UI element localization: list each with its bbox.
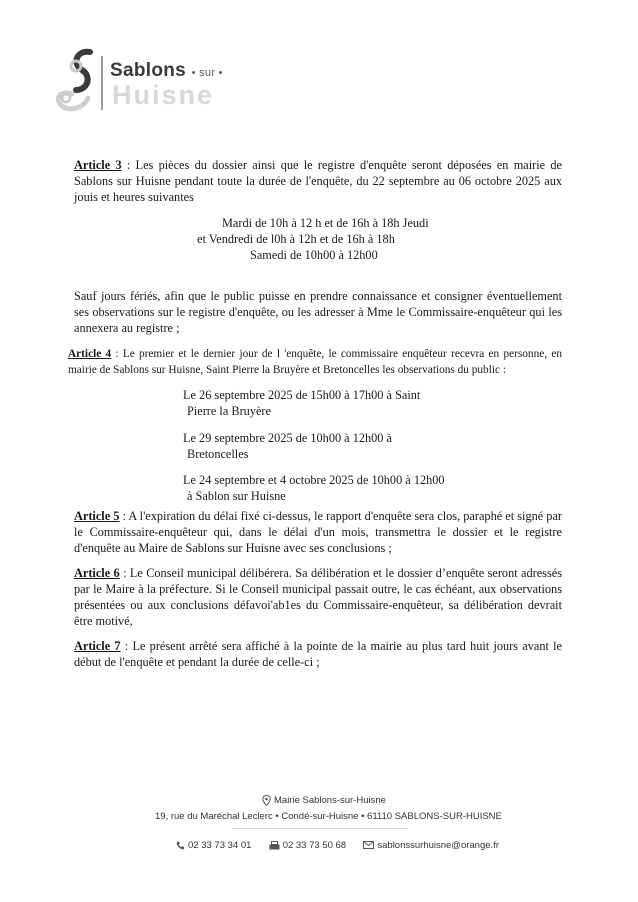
article-4-text: : Le premier et le dernier jour de l 'enquête, le commissaire enquêteur recevra en personne, en mairie de Sablons sur Huisne, Saint Pierre la Bruyère et Bretoncelles les observations du public :	[68, 348, 562, 376]
footer-divider	[232, 828, 408, 829]
article-5-label: Article 5	[74, 509, 120, 523]
article-6-label: Article 6	[74, 566, 120, 580]
footer-contacts	[176, 840, 499, 851]
session-3-line-1: Le 24 septembre et 4 octobre 2025 de 10h00 à 12h00	[183, 473, 445, 487]
footer-email: sablonssurhuisne@orange.fr	[377, 840, 499, 851]
hours-line-3: Samedi de 10h00 à 12h00	[250, 248, 378, 262]
footer-fax: 02 33 73 50 68	[282, 840, 347, 851]
logo-word-sur: sur	[199, 67, 216, 79]
session-3	[183, 472, 445, 504]
session-2	[183, 430, 392, 462]
article-5	[74, 508, 562, 556]
hours-line-1: Mardi de 10h à 12 h et de 16h à 18h Jeudi	[222, 216, 429, 230]
logo-title: Sablons • sur •	[110, 60, 223, 81]
session-1-line-2: Pierre la Bruyère	[187, 404, 271, 418]
session-2-line-1: Le 29 septembre 2025 de 10h00 à 12h00 à	[183, 431, 392, 445]
article-7-label: Article 7	[74, 639, 121, 653]
footer-phone: 02 33 73 34 01	[188, 840, 252, 851]
article-3-text: : Les pièces du dossier ainsi que le registre d'enquête seront déposées en mairie de Sablons sur Huisne pendant toute la durée de l'enquête, du 22 septembre au 06 octobre 2025 aux jouis et heures suivantes	[74, 158, 562, 204]
article-3-label: Article 3	[74, 158, 122, 172]
article-7-text: : Le présent arrêté sera affiché à la pointe de la mairie au plus tard huit jours avant le début de l'enquête et pendant la durée de celle-ci ;	[74, 639, 563, 669]
hours-line-2: et Vendredi de l0h à 12h et de 16h à 18h	[197, 232, 395, 246]
fax-icon	[269, 841, 280, 850]
footer-mairie-name: Mairie Sablons-sur-Huisne	[274, 795, 386, 807]
article-3	[74, 157, 562, 205]
location-pin-icon	[262, 795, 271, 806]
session-3-line-2: à Sablon sur Huisne	[187, 489, 286, 503]
article-6	[74, 565, 562, 629]
article-6-text: : Le Conseil municipal délibérera. Sa délibération et le dossier d’enquête seront adressés par le Maire à la préfecture. Si le Conseil municipal passait outre, le cas échéant, aux observations présentées ou aux conclusions défavoi'ab1es du Commissaire-enquêteur, sa délibération devrait être motivé,	[74, 566, 562, 628]
email-icon	[363, 841, 374, 849]
article-4	[68, 346, 562, 378]
footer-mairie	[262, 795, 386, 806]
phone-icon	[176, 841, 185, 850]
session-1-line-1: Le 26 septembre 2025 de 15h00 à 17h00 à Saint	[183, 388, 421, 402]
municipal-logo	[50, 46, 260, 116]
article-5-text: : A l'expiration du délai fixé ci-dessus, le rapport d'enquête sera clos, paraphé et signé par le Commissaire-enquêteur qui, dans le délai d'un mois, transmettra le dossier et le registre d'enquête au Maire de Sablons sur Huisne avec ses conclusions ;	[74, 509, 562, 555]
article-7	[74, 638, 562, 670]
logo-word-main: Sablons	[110, 60, 187, 81]
article-4-label: Article 4	[68, 348, 112, 360]
logo-word-huisne: Huisne	[112, 80, 215, 110]
logo-emblem-icon	[50, 46, 110, 116]
footer-address: 19, rue du Maréchal Leclerc • Condé-sur-Huisne • 61110 SABLONS-SUR-HUISNE	[155, 811, 502, 822]
session-2-line-2: Bretoncelles	[187, 447, 249, 461]
session-1	[183, 387, 420, 419]
article-3-followup: Sauf jours fériés, afin que le public puisse en prendre connaissance et consigner éventuellement ses observations sur le registre d'enquête, ou les adresser à Mme le Commissaire-enquêteur qui les annexera au registre ;	[74, 289, 562, 335]
